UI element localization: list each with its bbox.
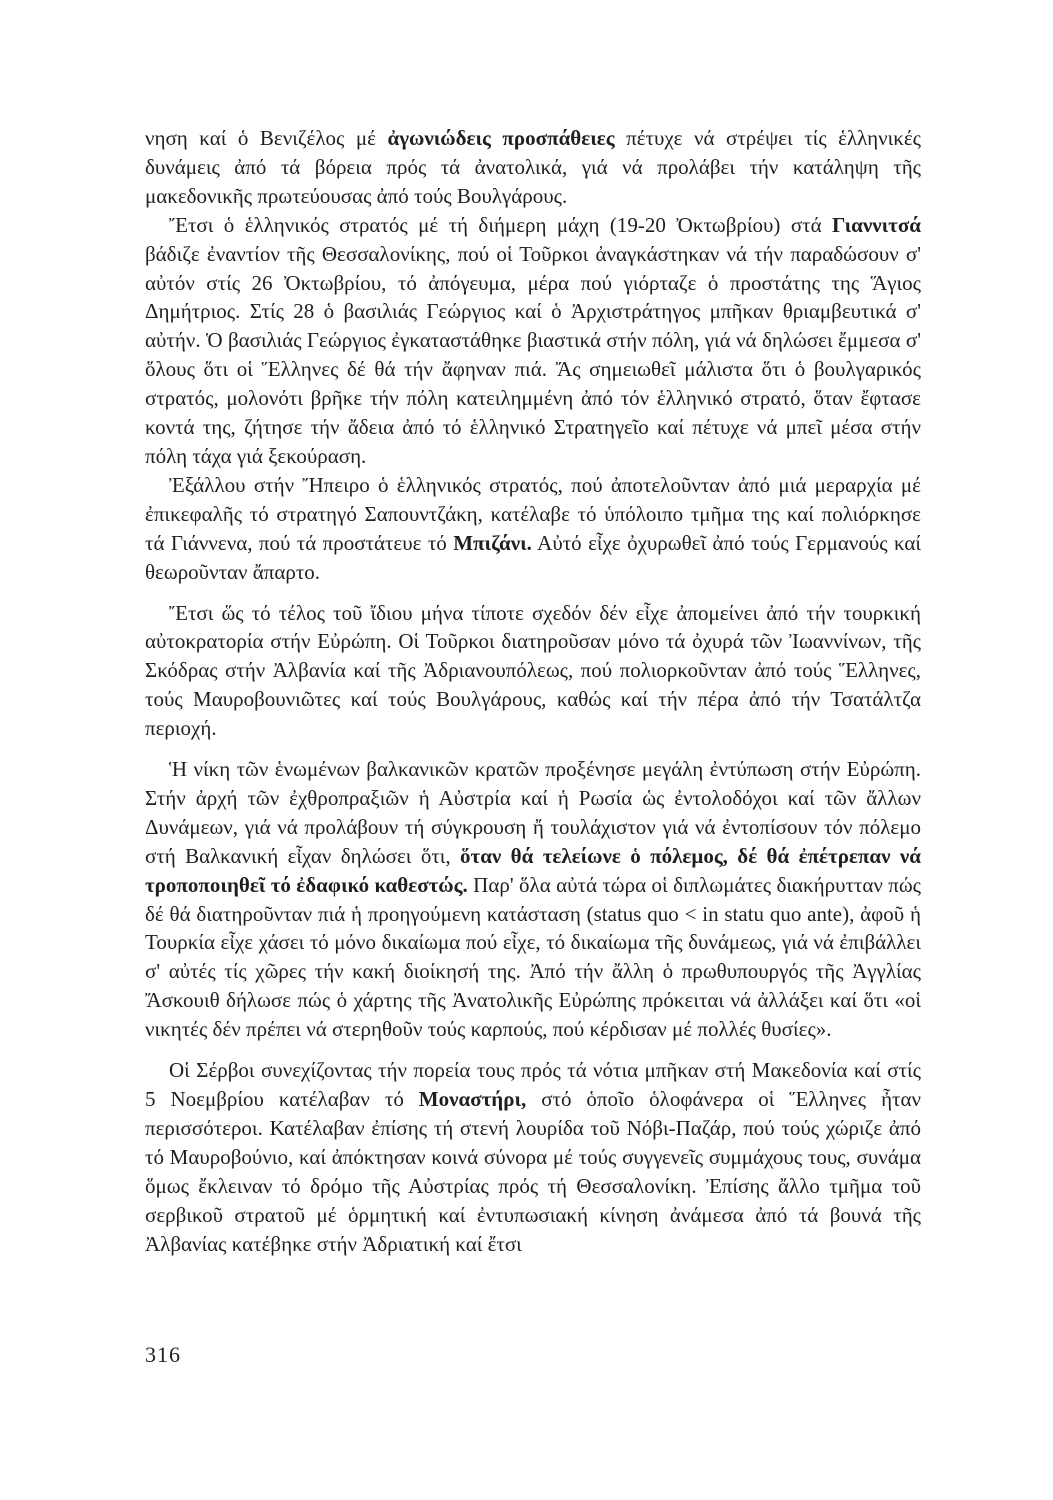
- text-segment: νηση καί ὁ Βενιζέλος μέ: [145, 126, 388, 150]
- page-number: 316: [145, 1342, 181, 1367]
- bold-phrase: ὅταν θά τελείωνε ὁ πόλεμος, δέ θά ἐπέτρεπαν νά τροποποιηθεῖ τό ἐδαφικό καθεστώς.: [145, 843, 921, 897]
- text-segment: Ἔτσι ὥς τό τέλος τοῦ ἴδιου μήνα τίποτε σχεδόν δέν εἶχε ἀπομείνει ἀπό τήν τουρκική αὐτοκρατορία στήν Εὐρώπη. Οἱ Τοῦρκοι διατηροῦσαν μόνο τά ὀχυρά τῶν Ἰωαννίνων, τῆς Σκόδρας στήν Ἀλβανία καί τῆς Ἀδριανουπόλεως, πού πολιορκοῦνταν ἀπό τούς Ἕλληνες, τούς Μαυροβουνιῶτες καί τούς Βουλγάρους, καθώς καί τήν πέρα ἀπό τήν Τσατάλτζα περιοχή.: [145, 600, 921, 741]
- text-segment: στό ὁποῖο ὁλοφάνερα οἱ Ἕλληνες ἦταν περισσότεροι. Κατέλαβαν ἐπίσης τή στενή λουρίδα τοῦ Νόβι-Παζάρ, πού τούς χώριζε ἀπό τό Μαυροβούνιο, καί ἀπόκτησαν κοινά σύνορα μέ τούς συγγενεῖς συμμάχους τους, συνάμα ὅμως ἔκλειναν τό δρόμο τῆς Αὐστρίας πρός τή Θεσσαλονίκη. Ἐπίσης ἄλλο τμῆμα τοῦ σερβικοῦ στρατοῦ μέ ὁρμητική καί ἐντυπωσιακή κίνηση ἀνάμεσα ἀπό τά βουνά τῆς Ἀλβανίας κατέβηκε στήν Ἀδριατική καί ἔτσι: [145, 1087, 921, 1256]
- bold-phrase: Μοναστήρι,: [418, 1087, 527, 1111]
- paragraph-4: [145, 599, 921, 744]
- text-segment: πέτυχε νά στρέψει τίς ἑλληνικές δυνάμεις ἀπό τά βόρεια πρός τά ἀνατολικά, γιά νά προλάβει τήν κατάληψη τῆς μακεδονικῆς πρωτεύουσας ἀπό τούς Βουλγάρους.: [145, 126, 921, 208]
- text-segment: Οἱ Σέρβοι συνεχίζοντας τήν πορεία τους πρός τά νότια μπῆκαν στή Μακεδονία καί στίς 5 Νοεμβρίου κατέλαβαν τό: [145, 1058, 921, 1111]
- paragraph-5: [145, 755, 921, 1044]
- page-text-column: [145, 124, 921, 1258]
- bold-phrase: Γιαννιτσά: [832, 212, 921, 237]
- text-segment: Παρ' ὅλα αὐτά τώρα οἱ διπλωμάτες διακήρυτταν πώς δέ θά διατηροῦνταν πιά ἡ προηγούμενη κατάσταση (status quo < in statu quo ante), ἀφοῦ ἡ Τουρκία εἶχε χάσει τό μόνο δικαίωμα πού εἶχε, τό δικαίωμα τῆς δυνάμεως, γιά νά ἐπιβάλλει σ' αὐτές τίς χῶρες τήν κακή διοίκησή της. Ἀπό τήν ἄλλη ὁ πρωθυπουργός τῆς Ἀγγλίας Ἄσκουιθ δήλωσε πώς ὁ χάρτης τῆς Ἀνατολικῆς Εὐρώπης πρόκειται νά ἀλλάξει καί ὅτι «οἱ νικητές δέν πρέπει νά στερηθοῦν τούς καρπούς, πού κέρδισαν μέ πολλές θυσίες».: [145, 872, 921, 1042]
- paragraph-2: [145, 211, 921, 471]
- text-segment: Αὐτό εἶχε ὀχυρωθεῖ ἀπό τούς Γερμανούς καί θεωροῦνταν ἄπαρτο.: [145, 530, 922, 584]
- text-segment: Ἡ νίκη τῶν ἑνωμένων βαλκανικῶν κρατῶν προξένησε μεγάλη ἐντύπωση στήν Εὐρώπη. Στήν ἀρχή τῶν ἐχθροπραξιῶν ἡ Αὐστρία καί ἡ Ρωσία ὡς ἐντολοδόχοι καί τῶν ἄλλων Δυνάμεων, γιά νά προλάβουν τή σύγκρουση ἤ τουλάχιστον γιά νά ἐντοπίσουν τόν πόλεμο στή Βαλκανική εἶχαν δηλώσει ὅτι,: [145, 757, 921, 868]
- paragraph-1: [145, 124, 921, 211]
- paragraph-3: [145, 471, 921, 587]
- text-segment: Ἔτσι ὁ ἑλληνικός στρατός μέ τή διήμερη μάχη (19-20 Ὀκτωβρίου) στά: [169, 212, 833, 237]
- bold-phrase: ἀγωνιώδεις προσπάθειες: [387, 126, 615, 150]
- paragraph-6: [145, 1056, 921, 1258]
- bold-phrase: Μπιζάνι.: [453, 530, 532, 555]
- text-segment: Ἐξάλλου στήν Ἤπειρο ὁ ἑλληνικός στρατός, πού ἀποτελοῦνταν ἀπό μιά μεραρχία μέ ἐπικεφαλῆς τό στρατηγό Σαπουντζάκη, κατέλαβε τό ὑπόλοιπο τμῆμα της καί πολιόρκησε τά Γιάννενα, πού τά προστάτευε τό: [145, 472, 921, 555]
- text-segment: βάδιζε ἐναντίον τῆς Θεσσαλονίκης, πού οἱ Τοῦρκοι ἀναγκάστηκαν νά τήν παραδώσουν σ' αὐτόν στίς 26 Ὀκτωβρίου, τό ἀπόγευμα, μέρα πού γιόρταζε ὁ προστάτης της Ἅγιος Δημήτριος. Στίς 28 ὁ βασιλιάς Γεώργιος καί ὁ Ἀρχιστράτηγος μπῆκαν θριαμβευτικά σ' αὐτήν. Ὁ βασιλιάς Γεώργιος ἐγκαταστάθηκε βιαστικά στήν πόλη, γιά νά δηλώσει ἔμμεσα σ' ὅλους ὅτι οἱ Ἕλληνες δέ θά τήν ἄφηναν πιά. Ἄς σημειωθεῖ μάλιστα ὅτι ὁ βουλγαρικός στρατός, μολονότι βρῆκε τήν πόλη κατειλημμένη ἀπό τόν ἑλληνικό στρατό, ὅταν ἔφτασε κοντά της, ζήτησε τήν ἄδεια ἀπό τό ἑλληνικό Στρατηγεῖο καί πέτυχε νά μπεῖ μέσα στήν πόλη τάχα γιά ξεκούραση.: [145, 241, 921, 468]
